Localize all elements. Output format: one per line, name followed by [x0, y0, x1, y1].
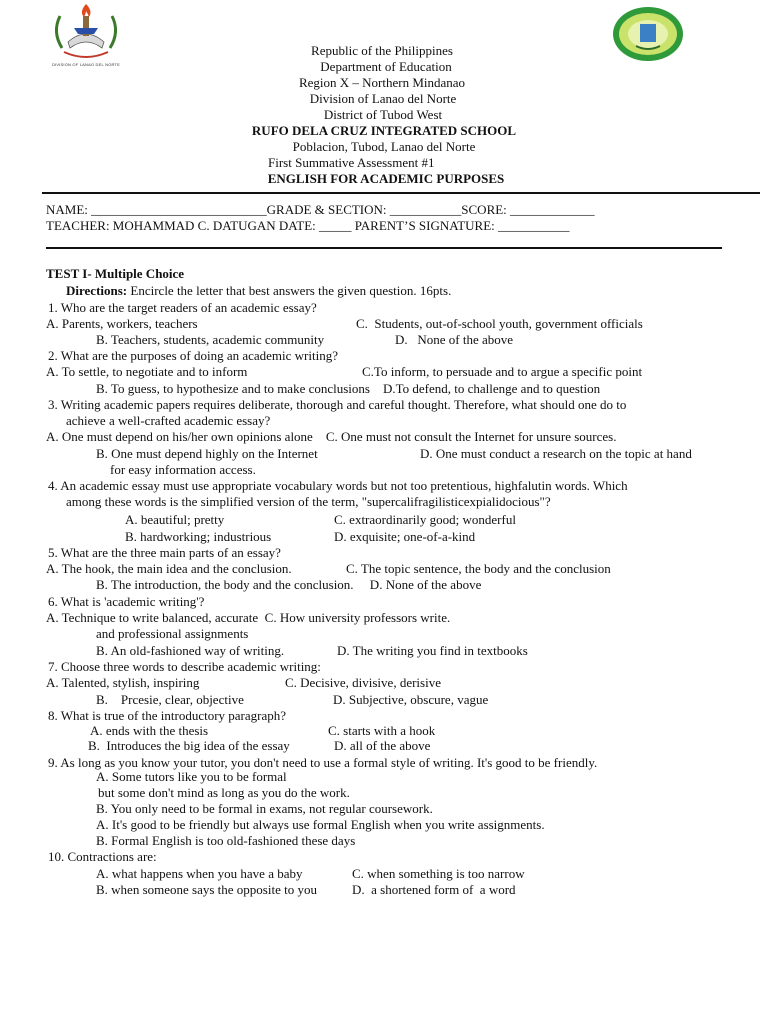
q5-choice-bd: B. The introduction, the body and the conclusion. D. None of the above	[96, 577, 482, 592]
question-4-cont: among these words is the simplified version of the term, "supercalifragilisticexpialidocious"?	[66, 494, 551, 509]
q3-choice-d: D. One must conduct a research on the topic at hand	[420, 446, 692, 461]
directions	[66, 283, 451, 299]
q2-choice-a: A. To settle, to negotiate and to inform	[46, 364, 248, 379]
test-title: TEST I- Multiple Choice	[46, 266, 185, 281]
q8-choice-b: B. Introduces the big idea of the essay	[88, 738, 290, 753]
left-logo-caption: DIVISION OF LANAO DEL NORTE	[51, 62, 121, 67]
assessment-title: First Summative Assessment #1	[268, 155, 435, 170]
q5-choice-a: A. The hook, the main idea and the conclusion.	[46, 561, 292, 576]
q2-choice-c: C.To inform, to persuade and to argue a specific point	[362, 364, 643, 379]
right-logo-caption	[612, 28, 684, 32]
question-6: 6. What is 'academic writing'?	[48, 594, 205, 609]
subject-title: ENGLISH FOR ACADEMIC PURPOSES	[267, 171, 505, 186]
q4-choice-a: A. beautiful; pretty	[125, 512, 225, 527]
header-line-department: Department of Education	[320, 59, 452, 74]
school-address: Poblacion, Tubod, Lanao del Norte	[292, 139, 476, 154]
header-line-region: Region X – Northern Mindanao	[298, 75, 466, 90]
form-divider	[46, 247, 722, 249]
q10-choice-b: B. when someone says the opposite to you	[96, 882, 317, 897]
q4-choice-d: D. exquisite; one-of-a-kind	[334, 529, 476, 544]
q9-choice-a1: A. Some tutors like you to be formal	[96, 769, 287, 784]
q1-choice-a: A. Parents, workers, teachers	[46, 316, 198, 331]
q6-choice-ac: A. Technique to write balanced, accurate C. How university professors write.	[46, 610, 451, 625]
q8-choice-c: C. starts with a hook	[328, 723, 436, 738]
directions-text: Encircle the letter that best answers the given question. 16pts.	[127, 283, 452, 298]
header-divider	[42, 192, 760, 194]
q7-choice-d: D. Subjective, obscure, vague	[333, 692, 489, 707]
question-3-cont: achieve a well-crafted academic essay?	[66, 413, 271, 428]
q2-choice-bd: B. To guess, to hypothesize and to make conclusions D.To defend, to challenge and to question	[96, 381, 601, 396]
question-7: 7. Choose three words to describe academic writing:	[48, 659, 321, 674]
question-4: 4. An academic essay must use appropriate vocabulary words but not too pretentious, highfalutin words. Which	[48, 478, 628, 493]
q6-choice-d: D. The writing you find in textbooks	[337, 643, 528, 658]
question-1: 1. Who are the target readers of an academic essay?	[48, 300, 317, 315]
q10-choice-c: C. when something is too narrow	[352, 866, 525, 881]
question-9: 9. As long as you know your tutor, you don't need to use a formal style of writing. It's good to be friendly.	[48, 755, 598, 770]
q7-choice-c: C. Decisive, divisive, derisive	[285, 675, 441, 690]
question-10: 10. Contractions are:	[48, 849, 157, 864]
q9-choice-a2: A. It's good to be friendly but always use formal English when you write assignments.	[96, 817, 545, 832]
q6-choice-b: B. An old-fashioned way of writing.	[96, 643, 285, 658]
student-info-line: NAME: ___________________________GRADE & SECTION: ___________SCORE: _____________	[46, 202, 595, 217]
q3-choice-b-cont: for easy information access.	[110, 462, 256, 477]
q3-choice-b: B. One must depend highly on the Internet	[96, 446, 318, 461]
q9-choice-a1-cont: but some don't mind as long as you do the work.	[98, 785, 350, 800]
question-2: 2. What are the purposes of doing an academic writing?	[48, 348, 338, 363]
q8-choice-d: D. all of the above	[334, 738, 431, 753]
q10-choice-a: A. what happens when you have a baby	[96, 866, 303, 881]
q1-choice-d: D. None of the above	[395, 332, 514, 347]
q10-choice-d: D. a shortened form of a word	[352, 882, 516, 897]
teacher-info-line: TEACHER: MOHAMMAD C. DATUGAN DATE: _____ PARENT’S SIGNATURE: ___________	[46, 218, 570, 233]
q1-choice-b: B. Teachers, students, academic community	[96, 332, 325, 347]
q9-choice-b2: B. Formal English is too old-fashioned these days	[96, 833, 356, 848]
q9-choice-b1: B. You only need to be formal in exams, not regular coursework.	[96, 801, 433, 816]
q8-choice-a: A. ends with the thesis	[90, 723, 209, 738]
school-name: RUFO DELA CRUZ INTEGRATED SCHOOL	[251, 123, 517, 138]
header-line-division: Division of Lanao del Norte	[309, 91, 457, 106]
q3-choice-ac: A. One must depend on his/her own opinions alone C. One must not consult the Internet for unsure sources.	[46, 429, 617, 444]
question-3: 3. Writing academic papers requires deliberate, thorough and careful thought. Therefore, what should one do to	[48, 397, 627, 412]
q1-choice-c: C. Students, out-of-school youth, government officials	[356, 316, 643, 331]
q5-choice-c: C. The topic sentence, the body and the conclusion	[346, 561, 611, 576]
q7-choice-a: A. Talented, stylish, inspiring	[46, 675, 200, 690]
question-8: 8. What is true of the introductory paragraph?	[48, 708, 287, 723]
question-5: 5. What are the three main parts of an essay?	[48, 545, 281, 560]
header-line-district: District of Tubod West	[323, 107, 443, 122]
q4-choice-b: B. hardworking; industrious	[125, 529, 272, 544]
header-line-republic: Republic of the Philippines	[311, 43, 453, 58]
q6-choice-a-cont: and professional assignments	[96, 626, 249, 641]
q4-choice-c: C. extraordinarily good; wonderful	[334, 512, 516, 527]
directions-label: Directions:	[66, 283, 128, 298]
q7-choice-b: B. Prcesie, clear, objective	[96, 692, 244, 707]
